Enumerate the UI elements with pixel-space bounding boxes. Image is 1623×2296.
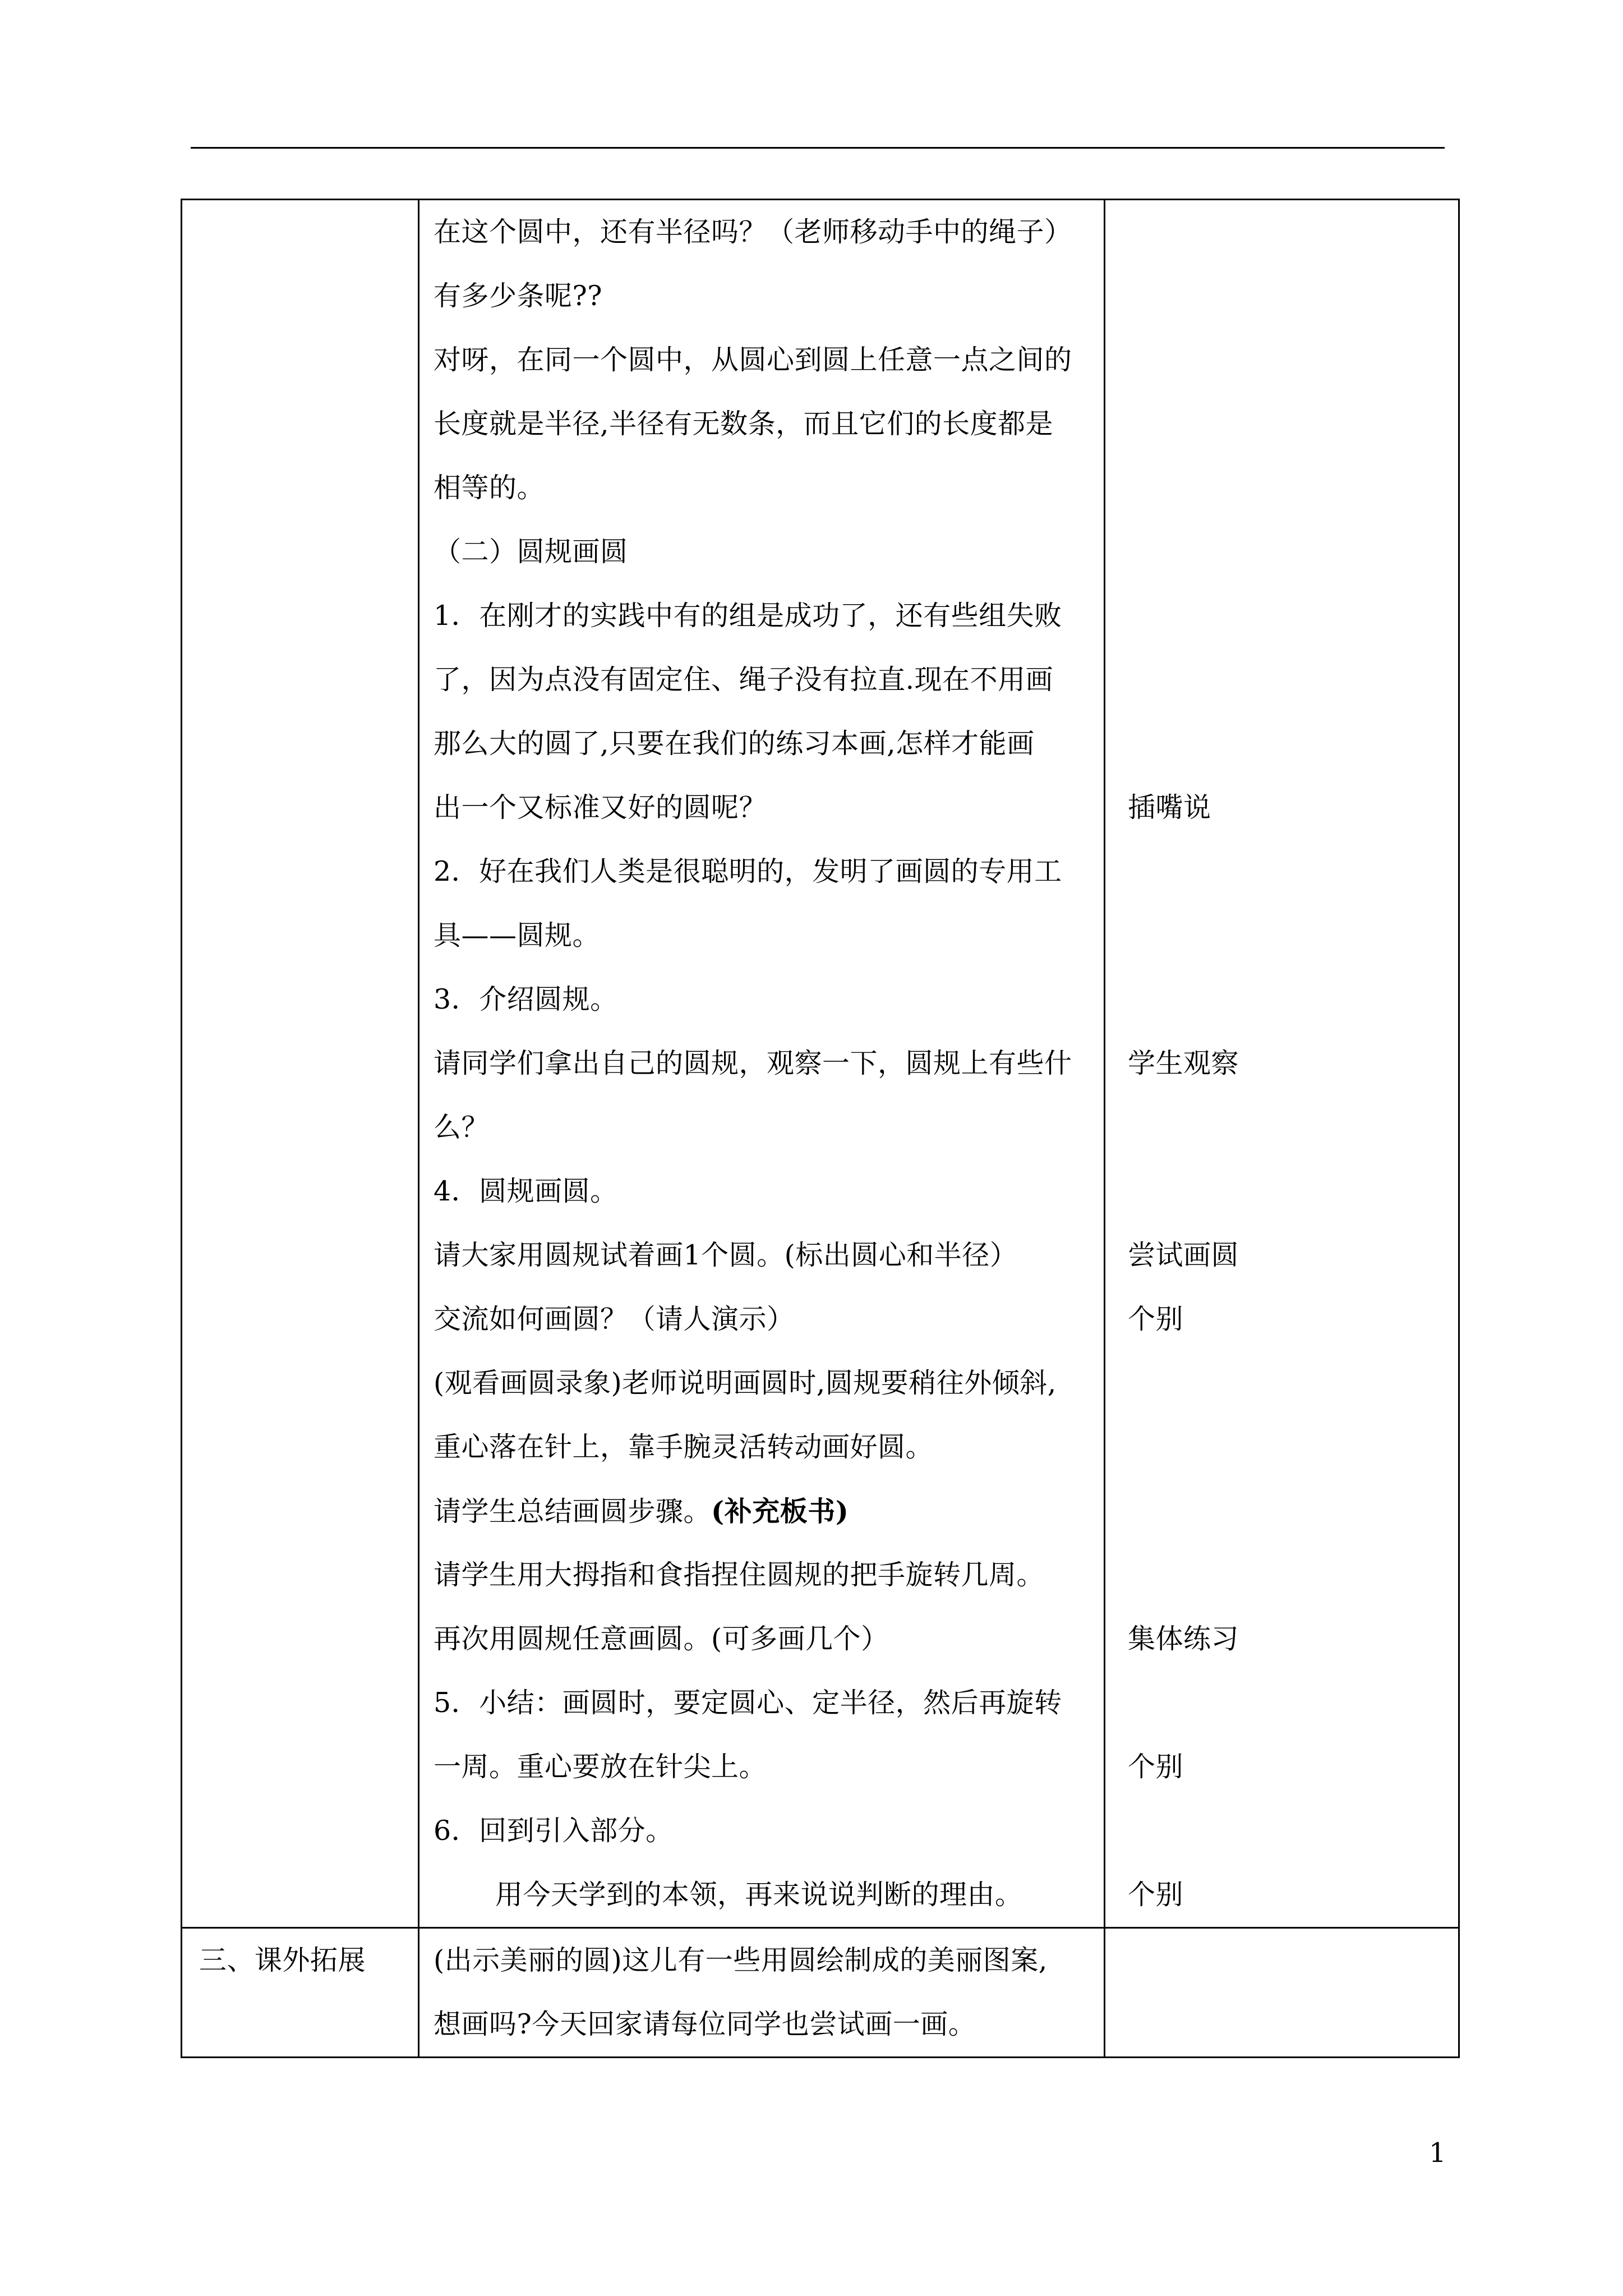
section-heading: （二）圆规画圆 — [434, 536, 628, 568]
content-line: 想画吗?今天回家请每位同学也尝试画一画。 — [434, 2008, 976, 2040]
student-note — [1105, 968, 1458, 1032]
content-line: 请同学们拿出自己的圆规，观察一下，圆规上有些什 — [434, 1047, 1072, 1079]
content-line: 出一个又标准又好的圆呢？ — [434, 792, 767, 823]
student-note — [1105, 584, 1458, 648]
board-note: (补充板书) — [711, 1495, 849, 1527]
content-line: (出示美丽的圆)这儿有一些用圆绘制成的美丽图案, — [434, 1944, 1048, 1976]
content-line: 4．圆规画圆。 — [434, 1175, 618, 1207]
student-note — [1105, 1671, 1458, 1735]
header-rule — [191, 147, 1445, 149]
content-text: 请学生总结画圆步骤。 — [434, 1496, 712, 1527]
student-note — [1105, 328, 1458, 392]
student-note: 学生观察 — [1128, 1047, 1239, 1079]
stage-label — [182, 200, 418, 272]
student-note — [1105, 1799, 1458, 1863]
student-note — [1105, 520, 1458, 584]
teacher-activity-cell — [419, 1928, 1105, 2058]
content-line: 一周。重心要放在针尖上。 — [434, 1751, 767, 1783]
table-row — [182, 1928, 1459, 2058]
content-line: 有多少条呢?? — [434, 280, 603, 312]
student-note — [1105, 904, 1458, 968]
student-note — [1105, 1159, 1458, 1223]
stage-cell — [182, 200, 419, 1928]
content-line: 么？ — [434, 1111, 490, 1143]
student-note: 插嘴说 — [1128, 792, 1211, 823]
content-line: 对呀，在同一个圆中，从圆心到圆上任意一点之间的 — [434, 344, 1072, 376]
student-note: 个别 — [1128, 1879, 1184, 1911]
content-line: 具——圆规。 — [434, 919, 601, 951]
content-line: 请大家用圆规试着画1个圆。(标出圆心和半径） — [434, 1239, 1018, 1271]
student-note — [1105, 456, 1458, 520]
student-note — [1105, 392, 1458, 456]
student-note: 个别 — [1128, 1751, 1184, 1783]
content-line: 再次用圆规任意画圆。(可多画几个） — [434, 1623, 889, 1655]
lesson-plan-table — [181, 199, 1460, 2058]
content-line: 3．介绍圆规。 — [434, 983, 618, 1015]
page-number: 1 — [1429, 2137, 1446, 2169]
student-note — [1105, 1543, 1458, 1607]
content-line: 了，因为点没有固定住、绳子没有拉直.现在不用画 — [434, 664, 1054, 696]
student-note — [1105, 712, 1458, 776]
content-line: 交流如何画圆？（请人演示） — [434, 1303, 795, 1335]
student-note — [1105, 264, 1458, 328]
content-line: 相等的。 — [434, 472, 545, 504]
student-activity-cell — [1105, 1928, 1459, 2058]
content-line: 用今天学到的本领，再来说说判断的理由。 — [495, 1879, 1023, 1911]
content-line: 5．小结：画圆时，要定圆心、定半径，然后再旋转 — [434, 1687, 1062, 1719]
student-note — [1105, 1096, 1458, 1159]
content-line: 1．在刚才的实践中有的组是成功了，还有些组失败 — [434, 600, 1062, 632]
content-line: 在这个圆中，还有半径吗？（老师移动手中的绳子） — [434, 216, 1072, 248]
teacher-activity-cell — [419, 200, 1105, 1928]
student-note: 尝试画圆 — [1128, 1239, 1239, 1271]
student-note — [1105, 840, 1458, 904]
content-line: 重心落在针上，靠手腕灵活转动画好圆。 — [434, 1431, 934, 1463]
content-line: (观看画圆录象)老师说明画圆时,圆规要稍往外倾斜, — [434, 1367, 1057, 1399]
student-note — [1105, 1479, 1458, 1543]
content-line: 那么大的圆了,只要在我们的练习本画,怎样才能画 — [434, 728, 1035, 760]
student-note — [1105, 1929, 1458, 1993]
student-note — [1105, 200, 1458, 264]
student-note: 集体练习 — [1128, 1623, 1239, 1655]
student-activity-cell — [1105, 200, 1459, 1928]
content-line: 请学生用大拇指和食指捏住圆规的把手旋转几周。 — [434, 1559, 1045, 1591]
student-note — [1105, 1415, 1458, 1479]
student-note: 个别 — [1128, 1303, 1184, 1335]
stage-cell — [182, 1928, 419, 2058]
student-note — [1105, 648, 1458, 712]
stage-label: 三、课外拓展 — [199, 1944, 366, 1976]
content-line: 2．好在我们人类是很聪明的，发明了画圆的专用工 — [434, 855, 1062, 887]
student-note — [1105, 1351, 1458, 1415]
content-line: 6．回到引入部分。 — [434, 1815, 674, 1847]
content-line-with-note — [419, 1479, 1104, 1543]
content-line: 长度就是半径,半径有无数条，而且它们的长度都是 — [434, 408, 1054, 440]
table-row — [182, 200, 1459, 1928]
